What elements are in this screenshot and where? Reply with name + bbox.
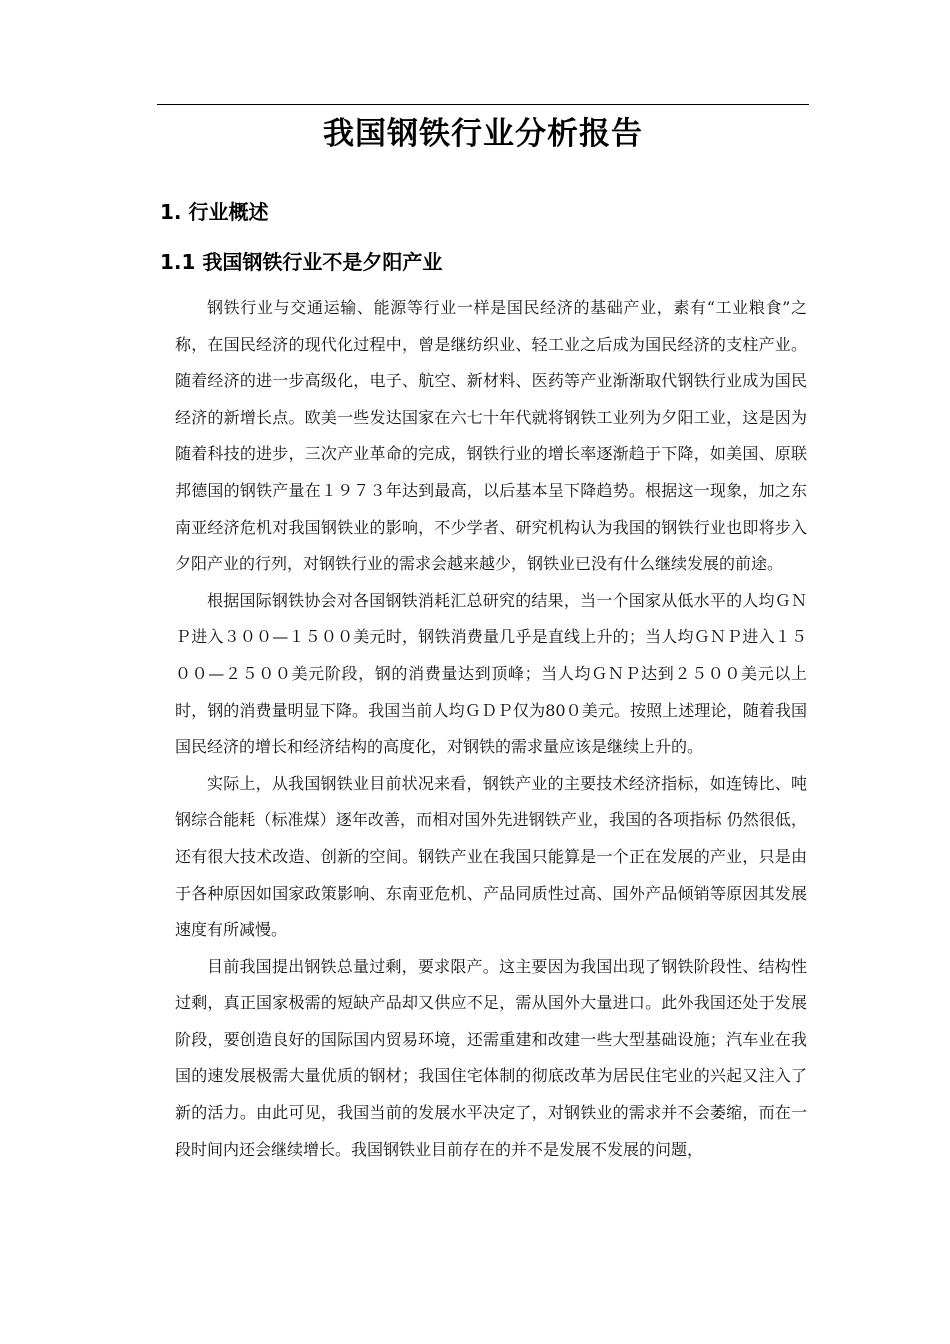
- paragraph-1: 钢铁行业与交通运输、能源等行业一样是国民经济的基础产业，素有“工业粮食”之称，在国民经济的现代化过程中，曾是继纺织业、轻工业之后成为国民经济的支柱产业。随着经济的进一步高级化，电子、航空、新材料、医药等产业渐渐取代钢铁行业成为国民经济的新增长点。欧美一些发达国家在六七十年代就将钢铁工业列为夕阳工业，这是因为随着科技的进步，三次产业革命的完成，钢铁行业的增长率逐渐趋于下降，如美国、原联邦德国的钢铁产量在１９７３年达到最高，以后基本呈下降趋势。根据这一现象，加之东南亚经济危机对我国钢铁业的影响，不少学者、研究机构认为我国的钢铁行业也即将步入夕阳产业的行列，对钢铁行业的需求会越来越少，钢铁业已没有什么继续发展的前途。: [175, 298, 807, 574]
- paragraph-2: 根据国际钢铁协会对各国钢铁消耗汇总研究的结果，当一个国家从低水平的人均ＧＮＰ进入３００—１５００美元时，钢铁消费量几乎是直线上升的；当人均ＧＮＰ进入１５００—２５００美元阶段，钢的消费量达到顶峰；当人均ＧＮＰ达到２５００美元以上时，钢的消费量明显下降。我国当前人均ＧＤＰ仅为80０美元。按照上述理论，随着我国国民经济的增长和经济结构的高度化，对钢铁的需求量应该是继续上升的。: [175, 590, 807, 757]
- header-rule: [157, 104, 809, 105]
- body-text: [175, 290, 807, 1168]
- paragraph-3: 实际上，从我国钢铁业目前状况来看，钢铁产业的主要技术经济指标，如连铸比、吨钢综合能耗（标准煤）逐年改善，而相对国外先进钢铁产业，我国的各项指标 仍然很低，还有很大技术改造、创新的空间。钢铁产业在我国只能算是一个正在发展的产业，只是由于各种原因如国家政策影响、东南亚危机、产品同质性过高、国外产品倾销等原因其发展速度有所减慢。: [175, 773, 807, 940]
- section-heading-1-1: 1.1 我国钢铁行业不是夕阳产业: [160, 250, 443, 274]
- document-title: 我国钢铁行业分析报告: [323, 116, 643, 152]
- section-heading-1: 1. 行业概述: [160, 200, 269, 224]
- paragraph-4: 目前我国提出钢铁总量过剩，要求限产。这主要因为我国出现了钢铁阶段性、结构性过剩，真正国家极需的短缺产品却又供应不足，需从国外大量进口。此外我国还处于发展阶段，要创造良好的国际国内贸易环境，还需重建和改建一些大型基础设施；汽车业在我国的速发展极需大量优质的钢材；我国住宅体制的彻底改革为居民住宅业的兴起又注入了新的活力。由此可见，我国当前的发展水平决定了，对钢铁业的需求并不会萎缩，而在一段时间内还会继续增长。我国钢铁业目前存在的并不是发展不发展的问题，: [175, 956, 807, 1159]
